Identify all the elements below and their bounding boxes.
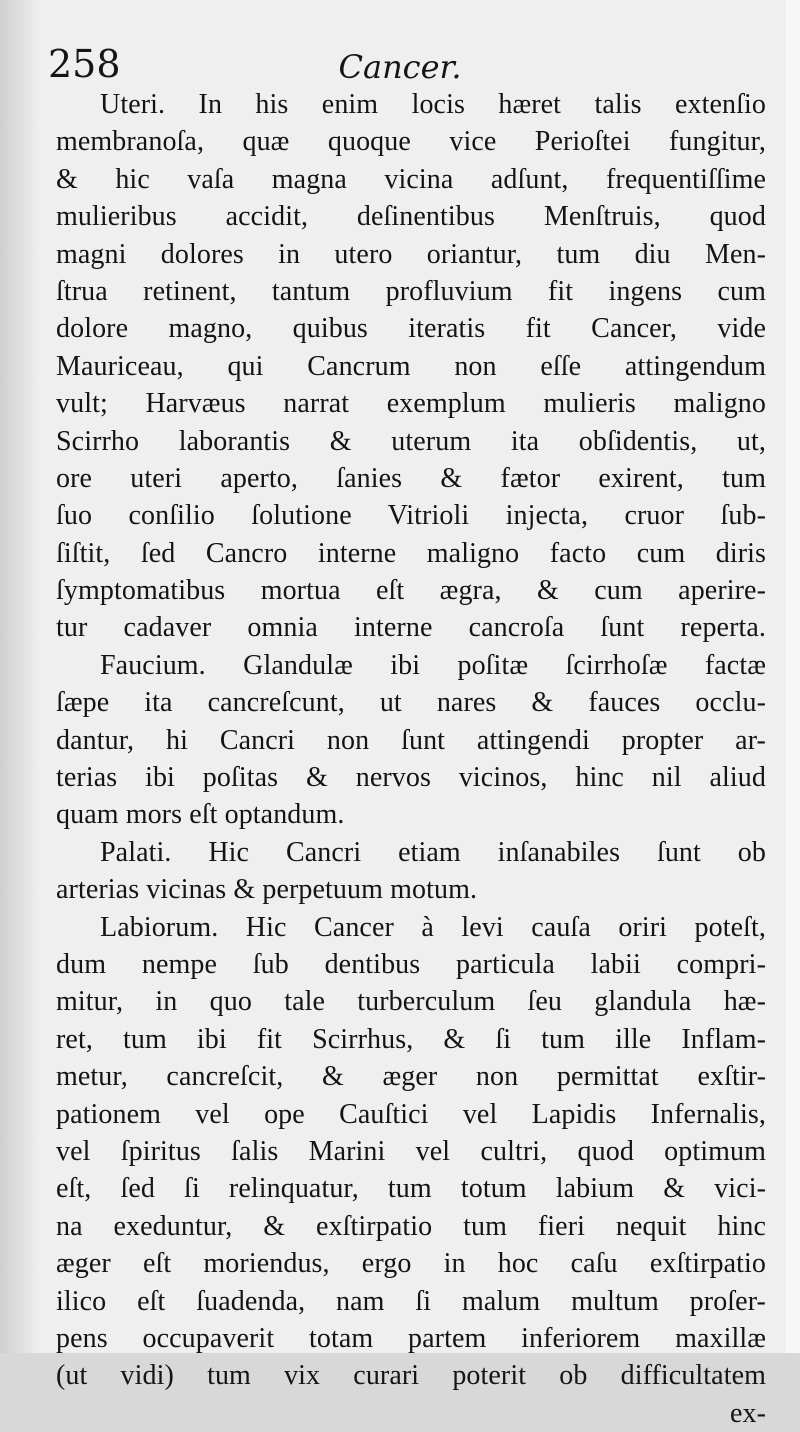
- text-line: dantur, hi Cancri non ſunt attingendi propter ar-: [56, 724, 766, 756]
- text-line: & hic vaſa magna vicina adſunt, frequentiſſime: [56, 163, 766, 195]
- text-line: eſt, ſed ſi relinquatur, tum totum labium & vici-: [56, 1173, 766, 1205]
- text-line: ore uteri aperto, ſanies & fætor exirent, tum: [56, 462, 766, 494]
- text-line: terias ibi poſitas & nervos vicinos, hinc nil aliud: [56, 762, 766, 794]
- text-line: arterias vicinas & perpetuum motum.: [56, 874, 478, 906]
- text-line: dum nempe ſub dentibus particula labii compri-: [56, 948, 766, 980]
- text-line: metur, cancreſcit, & æger non permittat exſtir-: [56, 1061, 766, 1093]
- text-line: dolore magno, quibus iteratis fit Cancer, vide: [56, 313, 766, 345]
- text-line: ilico eſt ſuadenda, nam ſi malum multum proſer-: [56, 1285, 766, 1317]
- text-line: vult; Harvæus narrat exemplum mulieris maligno: [56, 388, 766, 420]
- text-line: tur cadaver omnia interne cancroſa ſunt reperta.: [56, 612, 766, 644]
- text-line: Uteri. In his enim locis hæret talis extenſio: [100, 89, 766, 120]
- text-line: ſtrua retinent, tantum profluvium fit ingens cum: [56, 275, 766, 307]
- text-line: ſiſtit, ſed Cancro interne maligno facto cum diris: [56, 537, 766, 569]
- text-line: Labiorum. Hic Cancer à levi cauſa oriri poteſt,: [100, 911, 766, 943]
- text-line: Scirrho laborantis & uterum ita obſidentis, ut,: [56, 425, 766, 457]
- running-head: Cancer.: [338, 48, 462, 86]
- text-line: ſuo conſilio ſolutione Vitrioli injecta, cruor ſub-: [56, 500, 766, 532]
- page-header: [40, 38, 760, 90]
- text-line: ret, tum ibi fit Scirrhus, & ſi tum ille Inflam-: [56, 1023, 766, 1055]
- catchword: ex-: [729, 1397, 766, 1429]
- text-line: pationem vel ope Cauſtici vel Lapidis Infernalis,: [56, 1098, 766, 1130]
- body-text: [56, 86, 766, 1432]
- text-line: quam mors eſt optandum.: [56, 799, 345, 831]
- text-line: ſymptomatibus mortua eſt ægra, & cum aperire-: [56, 575, 766, 607]
- text-line: mitur, in quo tale turberculum ſeu glandula hæ-: [56, 986, 766, 1018]
- text-line: Faucium. Glandulæ ibi poſitæ ſcirrhoſæ factæ: [100, 649, 766, 681]
- text-line: (ut vidi) tum vix curari poterit ob difficultatem: [56, 1360, 766, 1392]
- text-line: æger eſt moriendus, ergo in hoc caſu exſtirpatio: [56, 1248, 766, 1280]
- text-line: vel ſpiritus ſalis Marini vel cultri, quod optimum: [56, 1135, 766, 1167]
- text-line: Palati. Hic Cancri etiam inſanabiles ſunt ob: [100, 836, 766, 868]
- text-line: pens occupaverit totam partem inferiorem maxillæ: [56, 1322, 766, 1354]
- text-line: Mauriceau, qui Cancrum non eſſe attingendum: [56, 350, 766, 382]
- text-line: mulieribus accidit, deſinentibus Menſtruis, quod: [56, 201, 766, 233]
- text-line: magni dolores in utero oriantur, tum diu Men-: [56, 238, 766, 270]
- text-line: membranoſa, quæ quoque vice Perioſtei fungitur,: [56, 126, 766, 158]
- page-number: 258: [48, 42, 121, 86]
- text-line: na exeduntur, & exſtirpatio tum fieri nequit hinc: [56, 1210, 766, 1242]
- text-line: ſæpe ita cancreſcunt, ut nares & fauces occlu-: [56, 687, 766, 719]
